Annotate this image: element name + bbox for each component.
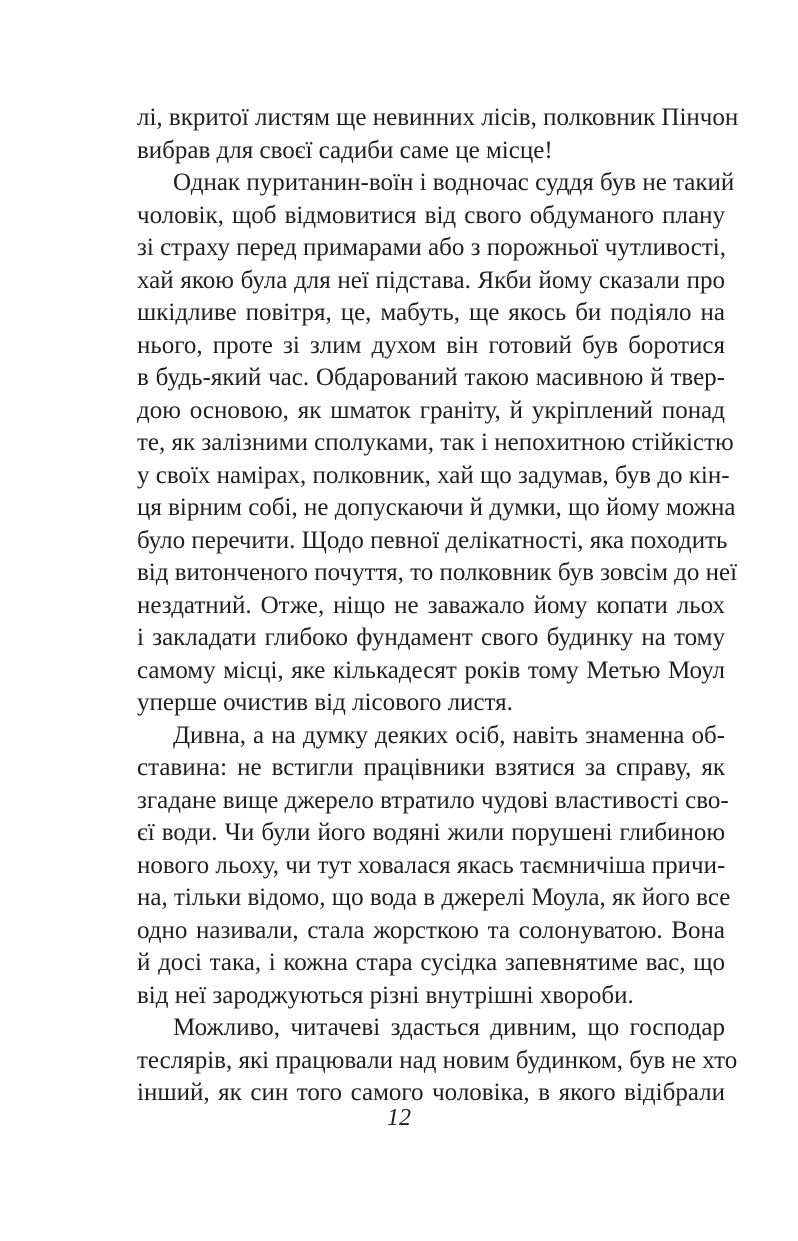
text-line: самому місці, яке кількадесят років тому Метью Моул: [137, 656, 725, 684]
text-line: у своїх намірах, полковник, хай що задумав, був до кін-: [137, 461, 730, 489]
text-line: на, тільки відомо, що вода в джерелі Моула, як його все: [137, 884, 731, 911]
text-line: інший, як син того самого чоловіка, в якого відібрали: [137, 1079, 725, 1106]
text-line: нього, проте зі злим духом він готовий був боротися: [137, 331, 725, 359]
text-line: Однак пуританин-воїн і водночас суддя був не такий: [173, 169, 735, 196]
text-line: Можливо, читачеві здасться дивним, що господар: [173, 1014, 725, 1041]
text-line: ця вірним собі, не допускаючи й думки, що йому можна: [137, 494, 736, 521]
text-line: від витонченого почуття, то полковник був зовсім до неї: [137, 559, 738, 586]
text-line: хай якою була для неї підстава. Якби йому сказали про: [137, 266, 725, 294]
text-line: нездатний. Отже, ніщо не заважало йому копати льох: [137, 591, 725, 619]
text-line: ставина: не встигли працівники взятися за справу, як: [137, 754, 725, 781]
text-line: згадане вище джерело втратило чудові властивості сво-: [137, 786, 729, 814]
text-line: єї води. Чи були його водяні жили порушені глибиною: [137, 819, 725, 846]
text-line: вибрав для своєї садиби саме це місце!: [137, 136, 553, 164]
text-line: і закладати глибоко фундамент свого будинку на тому: [137, 624, 725, 651]
text-line: й досі така, і кожна стара сусідка запевнятиме вас, що: [137, 949, 725, 976]
text-line: одно називали, стала жорсткою та солонуватою. Вона: [137, 916, 725, 944]
text-line: дою основою, як шматок граніту, й укріплений понад: [137, 396, 725, 424]
text-line: нового льоху, чи тут ховалася якась таємничіша причи-: [137, 851, 726, 879]
text-line: те, як залізними сполуками, так і непохитною стійкістю: [137, 429, 734, 456]
text-line: було перечити. Щодо певної делікатності, яка походить: [137, 526, 728, 554]
text-line: уперше очистив від лісового листя.: [137, 689, 513, 716]
text-line: від неї зароджуються різні внутрішні хвороби.: [137, 981, 634, 1009]
text-line: теслярів, які працювали над новим будинком, був не хто: [137, 1046, 738, 1074]
text-line: шкідливе повітря, це, мабуть, ще якось би подіяло на: [137, 299, 725, 326]
text-line: чоловік, щоб відмовитися від свого обдуманого плану: [137, 201, 725, 229]
text-line: в будь-який час. Обдарований такою масивною й твер-: [137, 364, 725, 391]
text-line: Дивна, а на думку деяких осіб, навіть знаменна об-: [173, 721, 725, 749]
text-line: лі, вкритої листям ще невинних лісів, полковник Пінчон: [137, 104, 739, 131]
page-number: 12: [387, 1105, 411, 1131]
body-text: [137, 102, 739, 1110]
text-line: зі страху перед примарами або з порожньої чутливості,: [137, 234, 726, 261]
